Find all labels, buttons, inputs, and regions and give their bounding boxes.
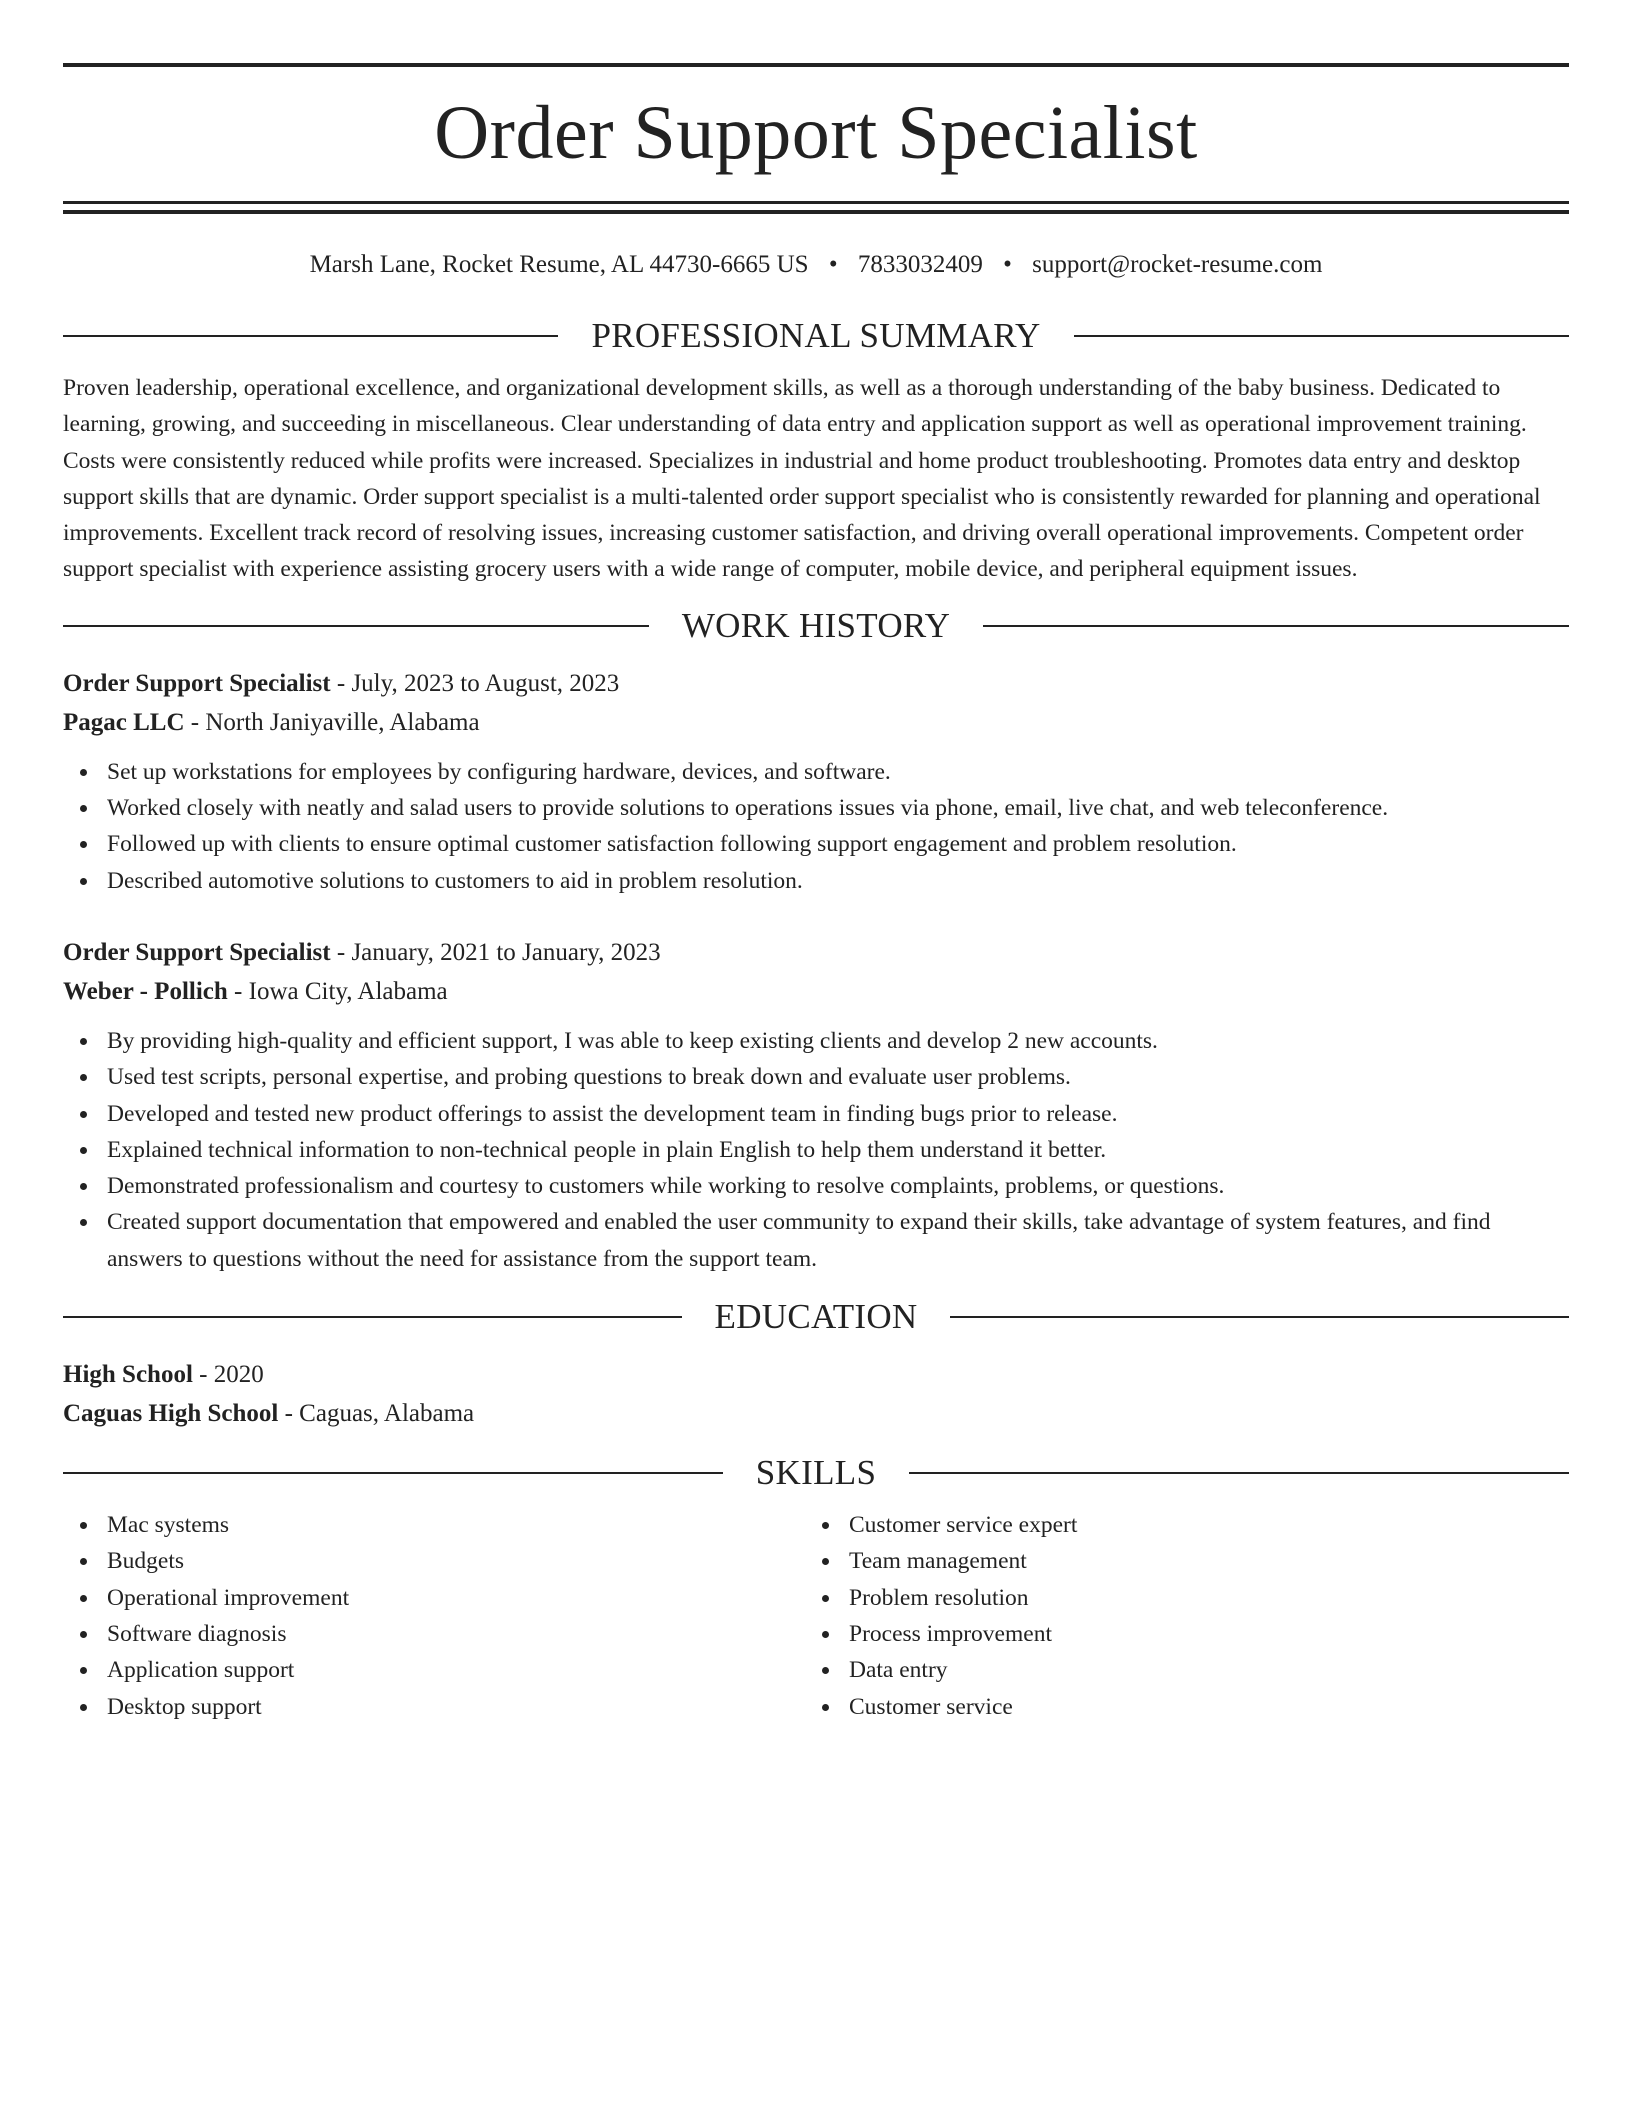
section-rule-right [950,1316,1569,1318]
skill-item: Data entry [805,1652,1569,1688]
list-item: Used test scripts, personal expertise, and probing questions to break down and evaluate user problems. [63,1059,1569,1095]
job-company: Pagac LLC [63,708,185,736]
skill-item: Software diagnosis [63,1616,805,1652]
contact-email: support@rocket-resume.com [1032,251,1323,278]
contact-separator: • [1003,251,1012,278]
skill-item: Application support [63,1652,805,1688]
skills-section-header [63,1453,1569,1493]
list-item: Demonstrated professionalism and courtesy to customers while working to resolve complaints, problems, or questions. [63,1168,1569,1204]
job-duties-list [63,754,1569,899]
title-rule-lower [63,210,1569,214]
skills-columns [63,1507,1569,1725]
skill-item: Customer service [805,1689,1569,1725]
contact-line [63,250,1569,280]
summary-section-header [63,316,1569,356]
job-title: Order Support Specialist [63,669,331,697]
job-duties-list [63,1023,1569,1277]
education-school: Caguas High School [63,1400,279,1428]
list-item: Created support documentation that empowered and enabled the user community to expand their skills, take advantage of system features, and find answers to questions without the need for assistance from the support team. [63,1204,1569,1277]
section-rule-left [63,1316,682,1318]
education-school-line [63,1394,1569,1433]
job-title: Order Support Specialist [63,938,331,966]
job-company-line [63,703,1569,742]
section-heading: SKILLS [755,1453,877,1493]
list-item: Worked closely with neatly and salad users to provide solutions to operations issues via phone, email, live chat, and web teleconference. [63,790,1569,826]
section-rule-left [63,335,558,337]
education-degree: High School [63,1361,193,1389]
skill-item: Problem resolution [805,1580,1569,1616]
skill-item: Customer service expert [805,1507,1569,1543]
section-rule-right [983,625,1569,627]
section-rule-left [63,625,649,627]
work-section-header [63,606,1569,646]
job-location: - North Janiyaville, Alabama [184,708,480,736]
education-year: - 2020 [192,1361,264,1389]
contact-phone: 7833032409 [857,251,983,278]
summary-text: Proven leadership, operational excellence, and organizational development skills, as well as a thorough understanding of the baby business. Dedicated to learning, growing, and succeeding in miscellaneous. Clear understanding of data entry and application support as well as operational improvement training. Costs were consistently reduced while profits were increased. Specializes in industrial and home product troubleshooting. Promotes data entry and desktop support skills that are dynamic. Order support specialist is a multi-talented order support specialist who is consistently rewarded for planning and operational improvements. Excellent track record of resolving issues, increasing customer satisfaction, and driving overall operational improvements. Competent order support specialist with experience assisting grocery users with a wide range of computer, mobile device, and peripheral equipment issues. [63,375,1541,583]
education-location: - Caguas, Alabama [278,1400,475,1428]
skill-item: Budgets [63,1543,805,1579]
section-heading: EDUCATION [714,1297,918,1337]
section-rule-left [63,1472,723,1474]
job-dates: - July, 2023 to August, 2023 [330,669,620,697]
section-rule-right [909,1472,1569,1474]
contact-separator: • [828,251,838,278]
list-item: Explained technical information to non-technical people in plain English to help them understand it better. [63,1132,1569,1168]
section-rule-right [1074,335,1569,337]
job-dates: - January, 2021 to January, 2023 [330,938,661,966]
top-rule [63,63,1569,67]
section-heading: WORK HISTORY [681,605,951,645]
skills-list-left [63,1507,805,1725]
job-entry [63,664,1569,899]
resume-title: Order Support Specialist [434,91,1198,175]
job-company-line [63,972,1569,1011]
skill-item: Mac systems [63,1507,805,1543]
job-title-line [63,664,1569,703]
education-entry [63,1355,1569,1433]
section-heading: PROFESSIONAL SUMMARY [591,316,1041,355]
job-location: - Iowa City, Alabama [227,977,448,1005]
list-item: Described automotive solutions to customers to aid in problem resolution. [63,863,1569,899]
skills-list-right [805,1507,1569,1725]
title-rule-upper [63,201,1569,204]
skill-item: Operational improvement [63,1580,805,1616]
list-item: By providing high-quality and efficient support, I was able to keep existing clients and develop 2 new accounts. [63,1023,1569,1059]
list-item: Followed up with clients to ensure optimal customer satisfaction following support engagement and problem resolution. [63,826,1569,862]
contact-address: Marsh Lane, Rocket Resume, AL 44730-6665 US [309,251,809,278]
education-section-header [63,1297,1569,1337]
list-item: Set up workstations for employees by configuring hardware, devices, and software. [63,754,1569,790]
skill-item: Team management [805,1543,1569,1579]
list-item: Developed and tested new product offerings to assist the development team in finding bugs prior to release. [63,1096,1569,1132]
job-company: Weber - Pollich [63,977,228,1005]
education-degree-line [63,1355,1569,1394]
skill-item: Desktop support [63,1689,805,1725]
job-title-line [63,933,1569,972]
skill-item: Process improvement [805,1616,1569,1652]
job-entry [63,933,1569,1277]
